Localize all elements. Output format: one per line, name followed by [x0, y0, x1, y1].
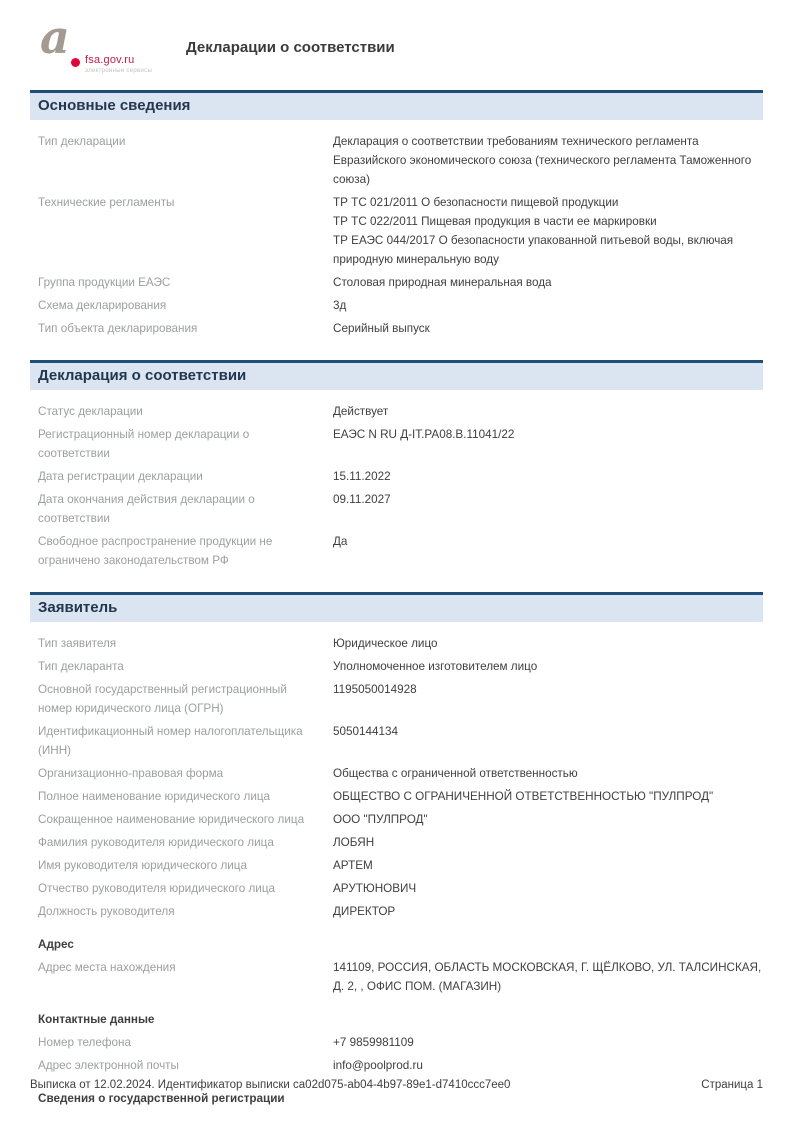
field-value [333, 879, 763, 898]
field-label: Дата окончания действия декларации о соответствии [38, 493, 255, 525]
field-value-line: ТР ЕАЭС 044/2017 О безопасности упакованной питьевой воды, включая природную минеральную воду [333, 234, 734, 266]
field-value-line: Серийный выпуск [333, 322, 430, 335]
field-label: Отчество руководителя юридического лица [38, 882, 276, 895]
field-value [333, 833, 763, 852]
field-value [333, 1056, 763, 1075]
field-value [333, 810, 763, 829]
field-label: Адрес места нахождения [38, 961, 176, 974]
field-value [333, 132, 763, 189]
field-label: Имя руководителя юридического лица [38, 859, 247, 872]
field-row [38, 900, 763, 923]
field-value-line: Юридическое лицо [333, 637, 438, 650]
field-row [38, 465, 763, 488]
field-value-line: ТР ТС 022/2011 Пищевая продукция в части ее маркировки [333, 215, 657, 228]
field-row [38, 488, 763, 530]
section-subheader: Контактные данные [38, 1013, 155, 1026]
field-value-line: АРТЕМ [333, 859, 373, 872]
field-row [38, 191, 763, 271]
document-footer [30, 1079, 763, 1091]
field-value-line: +7 9859981109 [333, 1036, 414, 1049]
field-value [333, 722, 763, 760]
field-value-line: 09.11.2027 [333, 493, 391, 506]
section-header: Основные сведения [30, 90, 763, 120]
field-label: Фамилия руководителя юридического лица [38, 836, 274, 849]
footer-extract-info: Выписка от 12.02.2024. Идентификатор выписки ca02d075-ab04-4b97-89e1-d7410ccc7ee0 [30, 1079, 511, 1091]
field-value [333, 273, 763, 292]
field-label: Тип заявителя [38, 637, 117, 650]
field-label: Организационно-правовая форма [38, 767, 224, 780]
field-row [38, 785, 763, 808]
field-label: Основной государственный регистрационный номер юридического лица (ОГРН) [38, 683, 287, 715]
field-value-line: ДИРЕКТОР [333, 905, 396, 918]
field-label: Идентификационный номер налогоплательщика (ИНН) [38, 725, 303, 757]
field-label: Тип объекта декларирования [38, 322, 198, 335]
section-header: Декларация о соответствии [30, 360, 763, 390]
field-row [38, 632, 763, 655]
field-row [38, 130, 763, 191]
fsa-logo-tagline: электронные сервисы [85, 68, 153, 74]
fsa-logo-domain: fsa.gov.ru [85, 54, 135, 66]
field-label: Свободное распространение продукции не ограничено законодательством РФ [38, 535, 273, 567]
field-label: Группа продукции ЕАЭС [38, 276, 171, 289]
field-row [38, 400, 763, 423]
field-row [38, 762, 763, 785]
field-value-line: Уполномоченное изготовителем лицо [333, 660, 538, 673]
field-value-line: info@poolprod.ru [333, 1059, 423, 1072]
field-row [38, 854, 763, 877]
footer-page-number: Страница 1 [701, 1079, 763, 1091]
field-value [333, 425, 763, 463]
field-value-line: Общества с ограниченной ответственностью [333, 767, 578, 780]
field-label: Статус декларации [38, 405, 143, 418]
field-value-line: АРУТЮНОВИЧ [333, 882, 417, 895]
field-value-line: 15.11.2022 [333, 470, 391, 483]
fsa-logo-letter-icon: а [40, 10, 70, 64]
field-row [38, 956, 763, 998]
field-value [333, 467, 763, 486]
field-value-line: 1195050014928 [333, 683, 417, 696]
field-row [38, 877, 763, 900]
field-value [333, 787, 763, 806]
field-value [333, 490, 763, 528]
sections [0, 90, 793, 1118]
field-value [333, 296, 763, 315]
field-row [38, 678, 763, 720]
section-subheader: Сведения о государственной регистрации [38, 1092, 285, 1105]
field-value [333, 193, 763, 269]
field-value-line: ООО "ПУЛПРОД" [333, 813, 428, 826]
field-value-line: ЛОБЯН [333, 836, 375, 849]
field-label: Сокращенное наименование юридического лица [38, 813, 305, 826]
field-row [38, 271, 763, 294]
field-label: Полное наименование юридического лица [38, 790, 271, 803]
field-value-line: Столовая природная минеральная вода [333, 276, 552, 289]
page-title: Декларации о соответствии [186, 39, 395, 56]
field-value [333, 657, 763, 676]
field-value [333, 856, 763, 875]
fsa-logo [40, 10, 158, 78]
field-label: Схема декларирования [38, 299, 167, 312]
field-value-line: Да [333, 535, 348, 548]
field-row [38, 720, 763, 762]
field-label: Должность руководителя [38, 905, 175, 918]
field-value [333, 680, 763, 718]
field-row [38, 294, 763, 317]
field-label: Тип декларанта [38, 660, 124, 673]
section-header: Заявитель [30, 592, 763, 622]
field-value [333, 319, 763, 338]
field-row [38, 1054, 763, 1077]
field-value [333, 958, 763, 996]
field-value [333, 634, 763, 653]
section-rows [0, 390, 793, 580]
field-value-line: ТР ТС 021/2011 О безопасности пищевой продукции [333, 196, 619, 209]
field-row [38, 831, 763, 854]
fsa-logo-red-dot-icon [71, 58, 80, 67]
section-rows [0, 120, 793, 348]
field-value-line: ОБЩЕСТВО С ОГРАНИЧЕННОЙ ОТВЕТСТВЕННОСТЬЮ "ПУЛПРОД" [333, 790, 714, 803]
field-label: Дата регистрации декларации [38, 470, 203, 483]
field-value [333, 902, 763, 921]
field-row [38, 655, 763, 678]
field-row [38, 530, 763, 572]
field-value-line: ЕАЭС N RU Д-IT.РА08.В.11041/22 [333, 428, 515, 441]
field-row [38, 808, 763, 831]
field-value [333, 1033, 763, 1052]
field-label: Тип декларации [38, 135, 126, 148]
field-row [38, 1031, 763, 1054]
section-rows [0, 622, 793, 1118]
field-value-line: 141109, РОССИЯ, ОБЛАСТЬ МОСКОВСКАЯ, Г. ЩЁЛКОВО, УЛ. ТАЛСИНСКАЯ, Д. 2, , ОФИС ПОМ. (МАГАЗИН) [333, 961, 762, 993]
field-value-line: Декларация о соответствии требованиям технического регламента Евразийского экономического союза (технического регламента Таможенного союза) [333, 135, 752, 186]
field-value [333, 532, 763, 570]
field-row [38, 423, 763, 465]
field-label: Адрес электронной почты [38, 1059, 179, 1072]
field-value [333, 764, 763, 783]
document-header [0, 0, 793, 78]
fsa-logo-text [85, 54, 152, 74]
field-label: Номер телефона [38, 1036, 131, 1049]
field-row [38, 317, 763, 340]
field-value-line: 5050144134 [333, 725, 399, 738]
field-value-line: Действует [333, 405, 389, 418]
field-value-line: 3д [333, 299, 347, 312]
section-subheader: Адрес [38, 938, 74, 951]
field-label: Технические регламенты [38, 196, 175, 209]
field-value [333, 402, 763, 421]
field-label: Регистрационный номер декларации о соответствии [38, 428, 250, 460]
